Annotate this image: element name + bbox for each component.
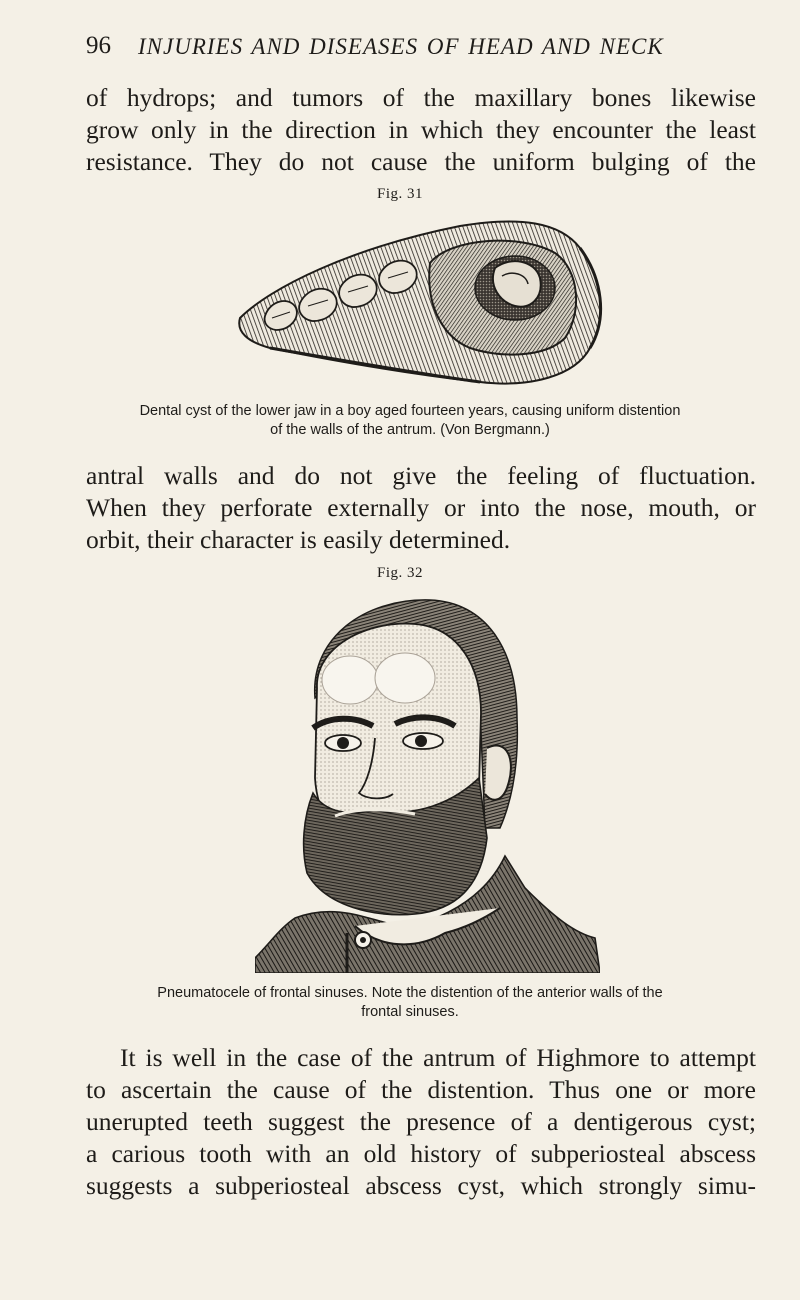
running-title: INJURIES AND DISEASES OF HEAD AND NECK: [138, 34, 664, 59]
paragraph-3: [86, 1042, 756, 1202]
text-line: a carious tooth with an old history of subperiosteal abscess: [86, 1139, 756, 1168]
text-line: resistance. They do not cause the uniform bulging of the: [86, 147, 756, 176]
caption-line: Pneumatocele of frontal sinuses. Note the distention of the anterior walls of the: [157, 985, 663, 1001]
paragraph-1: [86, 82, 756, 178]
text-line: of hydrops; and tumors of the maxillary bones likewise: [86, 83, 756, 112]
caption-line: of the walls of the antrum. (Von Bergmann.): [270, 422, 550, 438]
text-line: unerupted teeth suggest the presence of a dentigerous cyst;: [86, 1107, 756, 1136]
paragraph-2: [86, 460, 756, 556]
running-head: [86, 32, 726, 62]
figure-32-caption: [100, 984, 720, 1022]
text-line: to ascertain the cause of the distention. Thus one or more: [86, 1075, 756, 1104]
pneumatocele-portrait-illustration: [255, 588, 600, 973]
figure-31-label: Fig. 31: [376, 186, 423, 202]
text-line: It is well in the case of the antrum of Highmore to attempt: [120, 1043, 756, 1072]
figure-31-caption: [100, 402, 720, 440]
text-line: When they perforate externally or into the nose, mouth, or: [86, 493, 756, 522]
text-line: antral walls and do not give the feeling of fluctuation.: [86, 461, 756, 490]
text-line: suggests a subperiosteal abscess cyst, which strongly simu-: [86, 1171, 756, 1200]
text-line: grow only in the direction in which they encounter the least: [86, 115, 756, 144]
caption-line: Dental cyst of the lower jaw in a boy aged fourteen years, causing uniform distention: [139, 403, 681, 419]
caption-line: frontal sinuses.: [361, 1004, 459, 1020]
dental-cyst-jaw-illustration: [230, 208, 610, 398]
page-number: 96: [86, 32, 111, 59]
text-line: orbit, their character is easily determined.: [86, 525, 511, 554]
figure-32-label: Fig. 32: [376, 565, 423, 581]
